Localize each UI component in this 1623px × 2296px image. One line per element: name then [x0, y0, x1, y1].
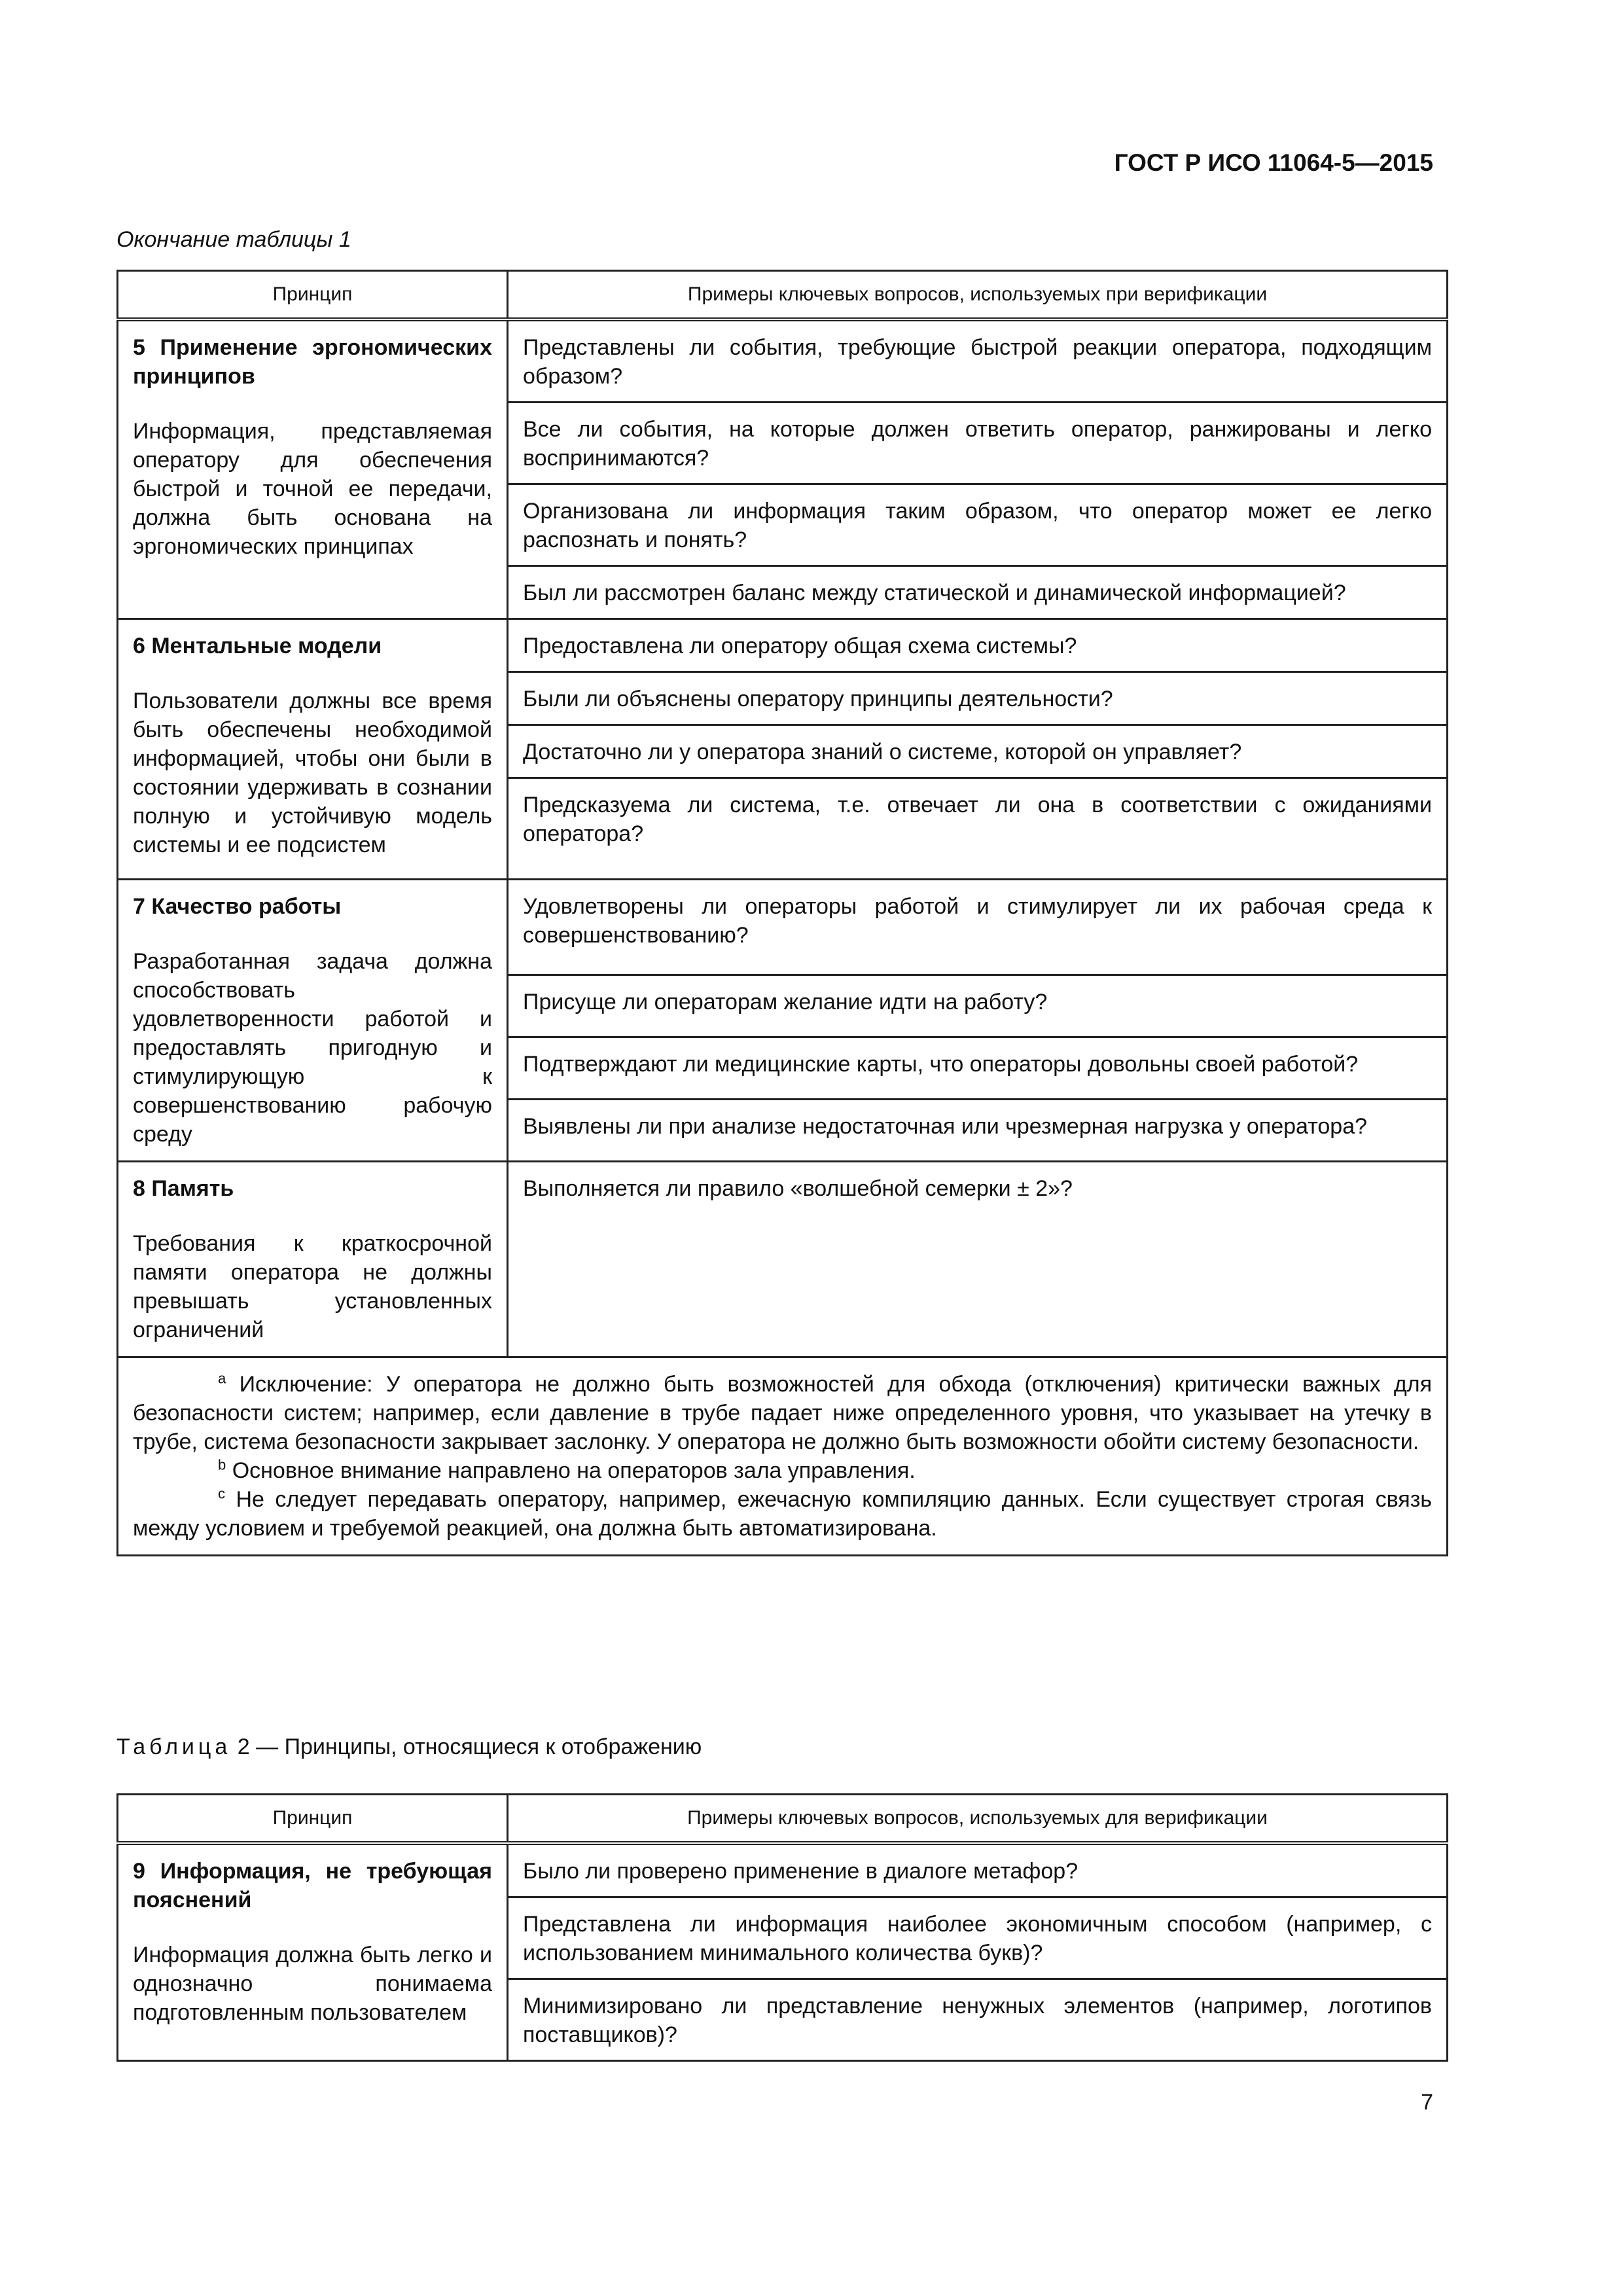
- question-cell: Достаточно ли у оператора знаний о системе, которой он управляет?: [508, 725, 1448, 778]
- principle-cell: [118, 319, 508, 619]
- column-header-principle: Принцип: [118, 1795, 508, 1844]
- question-cell: Выявлены ли при анализе недостаточная или чрезмерная нагрузка у оператора?: [508, 1100, 1448, 1162]
- question-cell: Предоставлена ли оператору общая схема системы?: [508, 619, 1448, 672]
- footnotes-row: [118, 1357, 1448, 1556]
- footnotes-cell: [118, 1357, 1448, 1556]
- question-cell: Представлены ли события, требующие быстрой реакции оператора, подходящим образом?: [508, 319, 1448, 403]
- footnote-text: Исключение: У оператора не должно быть возможностей для обхода (отключения) критически важных для безопасности систем; например, если давление в трубе падает ниже определенного уровня, что указывает на утечку в трубе, система безопасности закрывает заслонку. У оператора не должно быть возможности обойти систему безопасности.: [133, 1372, 1432, 1454]
- principle-cell: [118, 619, 508, 880]
- question-cell: Предсказуема ли система, т.е. отвечает ли она в соответствии с ожиданиями оператора?: [508, 778, 1448, 880]
- principle-description: Информация должна быть легко и однозначно понимаема подготовленным пользователем: [133, 1943, 492, 2025]
- footnote-mark: a: [218, 1370, 226, 1387]
- column-header-questions: Примеры ключевых вопросов, используемых при верификации: [508, 271, 1448, 320]
- principle-title: 8 Память: [133, 1176, 234, 1201]
- question-cell: Минимизировано ли представление ненужных элементов (например, логотипов поставщиков)?: [508, 1979, 1448, 2061]
- table-1: [116, 270, 1448, 1556]
- footnote-c: [133, 1485, 1432, 1543]
- principle-description: Разработанная задача должна способствовать удовлетворенности работой и предоставлять пригодную и стимулирующую к совершенствованию рабочую среду: [133, 949, 492, 1147]
- column-header-questions: Примеры ключевых вопросов, используемых для верификации: [508, 1795, 1448, 1844]
- question-cell: Удовлетворены ли операторы работой и стимулирует ли их рабочая среда к совершенствованию?: [508, 880, 1448, 975]
- question-cell: Присуще ли операторам желание идти на работу?: [508, 975, 1448, 1037]
- principle-description: Требования к краткосрочной памяти оператора не должны превышать установленных ограничений: [133, 1231, 492, 1342]
- column-header-principle: Принцип: [118, 271, 508, 320]
- table-header-row: [118, 271, 1448, 320]
- table-row: [118, 1843, 1448, 1897]
- table-2-caption-label: Таблица: [116, 1734, 232, 1759]
- principle-cell: [118, 880, 508, 1162]
- footnote-b: [133, 1456, 1432, 1485]
- table-row: [118, 880, 1448, 975]
- principle-cell: [118, 1162, 508, 1357]
- table-2: [116, 1793, 1448, 2062]
- page-number: 7: [1421, 2090, 1433, 2115]
- footnote-text: Основное внимание направлено на операторов зала управления.: [232, 1458, 916, 1483]
- principle-title: 7 Качество работы: [133, 894, 342, 919]
- question-cell: Представлена ли информация наиболее экономичным способом (например, с использованием минимального количества букв)?: [508, 1897, 1448, 1979]
- table-2-caption: [116, 1734, 702, 1760]
- principle-description: Информация, представляемая оператору для обеспечения быстрой и точной ее передачи, должна быть основана на эргономических принципах: [133, 419, 492, 559]
- footnote-text: Не следует передавать оператору, например, ежечасную компиляцию данных. Если существует строгая связь между условием и требуемой реакцией, она должна быть автоматизирована.: [133, 1487, 1432, 1541]
- question-cell: Было ли проверено применение в диалоге метафор?: [508, 1843, 1448, 1897]
- table-header-row: [118, 1795, 1448, 1844]
- principle-title: 9 Информация, не требующая пояснений: [133, 1859, 492, 1912]
- footnote-a: [133, 1370, 1432, 1456]
- question-cell: Подтверждают ли медицинские карты, что операторы довольны своей работой?: [508, 1037, 1448, 1100]
- table-row: [118, 619, 1448, 672]
- principle-description: Пользователи должны все время быть обеспечены необходимой информацией, чтобы они были в состоянии удерживать в сознании полную и устойчивую модель системы и ее подсистем: [133, 689, 492, 857]
- question-cell: Выполняется ли правило «волшебной семерки ± 2»?: [508, 1162, 1448, 1357]
- document-id: ГОСТ Р ИСО 11064-5—2015: [1114, 149, 1433, 176]
- principle-title: 5 Применение эргономических принципов: [133, 335, 492, 389]
- question-cell: Были ли объяснены оператору принципы деятельности?: [508, 672, 1448, 725]
- table-row: [118, 319, 1448, 403]
- table-2-caption-text: — Принципы, относящиеся к отображению: [256, 1734, 702, 1759]
- principle-title: 6 Ментальные модели: [133, 634, 382, 658]
- question-cell: Организована ли информация таким образом, что оператор может ее легко распознать и понять?: [508, 484, 1448, 566]
- table-row: [118, 1162, 1448, 1357]
- footnote-mark: c: [218, 1485, 225, 1502]
- table-1-caption: Окончание таблицы 1: [116, 227, 351, 252]
- question-cell: Был ли рассмотрен баланс между статической и динамической информацией?: [508, 566, 1448, 619]
- footnote-mark: b: [218, 1456, 226, 1473]
- question-cell: Все ли события, на которые должен ответить оператор, ранжированы и легко воспринимаются?: [508, 403, 1448, 484]
- principle-cell: [118, 1843, 508, 2061]
- table-2-caption-number: 2: [237, 1734, 250, 1759]
